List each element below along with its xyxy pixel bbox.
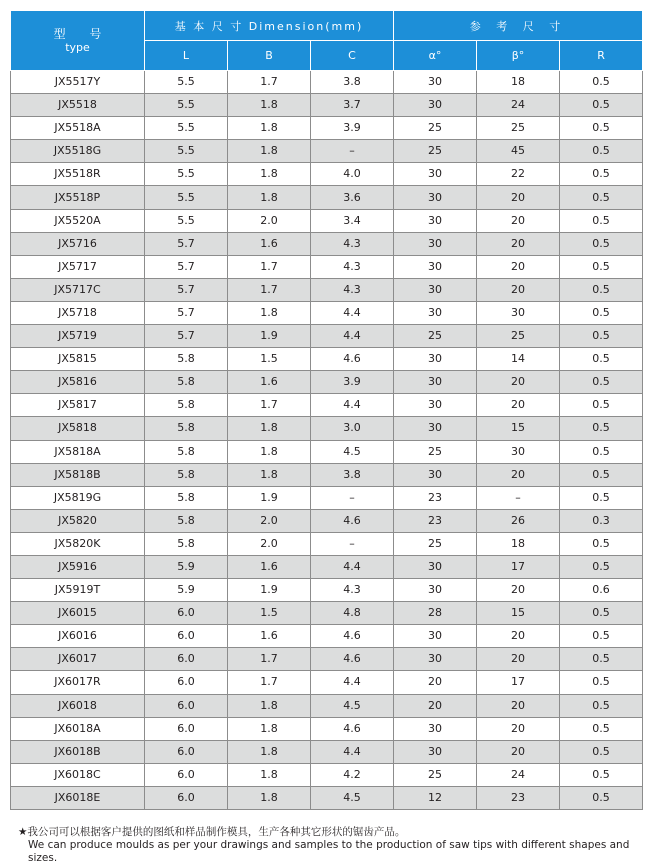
reference-group-header: 参 考 尺 寸: [394, 11, 643, 41]
table-row: [11, 717, 643, 740]
cell-type: JX5518A: [11, 117, 145, 140]
cell-beta: 20: [477, 186, 560, 209]
col-header-alpha: α°: [394, 41, 477, 71]
cell-l: 5.8: [145, 532, 228, 555]
cell-alpha: 30: [394, 94, 477, 117]
cell-alpha: 30: [394, 717, 477, 740]
cell-beta: 20: [477, 278, 560, 301]
table-row: [11, 186, 643, 209]
cell-r: 0.5: [560, 117, 643, 140]
col-header-beta: β°: [477, 41, 560, 71]
col-header-c: C: [311, 41, 394, 71]
spec-table-body: [11, 71, 643, 810]
cell-r: 0.5: [560, 186, 643, 209]
cell-type: JX5916: [11, 555, 145, 578]
spec-table: [10, 10, 643, 810]
cell-r: 0.5: [560, 555, 643, 578]
cell-c: 4.3: [311, 278, 394, 301]
table-row: [11, 786, 643, 809]
cell-beta: 20: [477, 463, 560, 486]
cell-c: 3.0: [311, 417, 394, 440]
cell-c: 3.4: [311, 209, 394, 232]
cell-type: JX6018: [11, 694, 145, 717]
table-row: [11, 694, 643, 717]
cell-r: 0.5: [560, 532, 643, 555]
table-row: [11, 463, 643, 486]
cell-b: 1.6: [228, 371, 311, 394]
cell-l: 5.5: [145, 140, 228, 163]
table-row: [11, 602, 643, 625]
table-row: [11, 625, 643, 648]
cell-r: 0.5: [560, 255, 643, 278]
cell-alpha: 30: [394, 209, 477, 232]
cell-alpha: 30: [394, 555, 477, 578]
cell-l: 6.0: [145, 671, 228, 694]
cell-beta: 25: [477, 117, 560, 140]
cell-b: 1.9: [228, 325, 311, 348]
table-row: [11, 140, 643, 163]
cell-l: 5.5: [145, 117, 228, 140]
cell-c: 4.3: [311, 579, 394, 602]
type-header: [11, 11, 145, 71]
table-row: [11, 94, 643, 117]
cell-beta: 22: [477, 163, 560, 186]
cell-type: JX5518: [11, 94, 145, 117]
cell-l: 5.9: [145, 579, 228, 602]
cell-type: JX5819G: [11, 486, 145, 509]
cell-r: 0.5: [560, 348, 643, 371]
cell-alpha: 30: [394, 740, 477, 763]
table-row: [11, 163, 643, 186]
cell-type: JX5817: [11, 394, 145, 417]
cell-l: 5.8: [145, 371, 228, 394]
cell-l: 6.0: [145, 740, 228, 763]
cell-alpha: 30: [394, 417, 477, 440]
cell-alpha: 30: [394, 232, 477, 255]
cell-type: JX6018A: [11, 717, 145, 740]
cell-c: 4.8: [311, 602, 394, 625]
cell-l: 5.7: [145, 301, 228, 324]
cell-c: 4.4: [311, 555, 394, 578]
cell-b: 1.7: [228, 671, 311, 694]
cell-beta: 20: [477, 625, 560, 648]
cell-type: JX5718: [11, 301, 145, 324]
table-row: [11, 209, 643, 232]
cell-l: 6.0: [145, 602, 228, 625]
cell-c: 4.3: [311, 255, 394, 278]
table-row: [11, 648, 643, 671]
table-row: [11, 371, 643, 394]
cell-c: 4.4: [311, 301, 394, 324]
cell-b: 1.8: [228, 301, 311, 324]
cell-r: 0.6: [560, 579, 643, 602]
cell-c: 3.9: [311, 117, 394, 140]
cell-l: 6.0: [145, 717, 228, 740]
cell-beta: 20: [477, 371, 560, 394]
table-row: [11, 278, 643, 301]
cell-l: 6.0: [145, 786, 228, 809]
cell-l: 5.8: [145, 417, 228, 440]
cell-b: 1.8: [228, 417, 311, 440]
cell-r: 0.5: [560, 278, 643, 301]
cell-beta: 23: [477, 786, 560, 809]
cell-alpha: 20: [394, 694, 477, 717]
table-row: [11, 532, 643, 555]
table-row: [11, 255, 643, 278]
cell-r: 0.5: [560, 94, 643, 117]
cell-beta: 20: [477, 232, 560, 255]
cell-r: 0.5: [560, 140, 643, 163]
cell-b: 1.8: [228, 186, 311, 209]
cell-type: JX6018E: [11, 786, 145, 809]
cell-l: 5.9: [145, 555, 228, 578]
col-header-r: R: [560, 41, 643, 71]
cell-beta: 17: [477, 555, 560, 578]
cell-c: –: [311, 486, 394, 509]
table-row: [11, 740, 643, 763]
cell-r: 0.5: [560, 440, 643, 463]
table-row: [11, 509, 643, 532]
cell-r: 0.5: [560, 325, 643, 348]
cell-r: 0.5: [560, 394, 643, 417]
cell-alpha: 30: [394, 463, 477, 486]
cell-type: JX6015: [11, 602, 145, 625]
cell-c: 4.4: [311, 394, 394, 417]
cell-r: 0.5: [560, 209, 643, 232]
cell-alpha: 30: [394, 648, 477, 671]
cell-alpha: 12: [394, 786, 477, 809]
cell-beta: 20: [477, 255, 560, 278]
cell-b: 1.8: [228, 717, 311, 740]
cell-beta: 15: [477, 602, 560, 625]
cell-r: 0.5: [560, 717, 643, 740]
cell-b: 1.8: [228, 763, 311, 786]
cell-beta: 20: [477, 209, 560, 232]
cell-r: 0.5: [560, 417, 643, 440]
cell-beta: 17: [477, 671, 560, 694]
cell-type: JX5717: [11, 255, 145, 278]
cell-beta: 45: [477, 140, 560, 163]
cell-b: 1.8: [228, 94, 311, 117]
cell-beta: 30: [477, 301, 560, 324]
cell-b: 1.7: [228, 278, 311, 301]
cell-alpha: 30: [394, 394, 477, 417]
cell-beta: 18: [477, 532, 560, 555]
cell-l: 5.7: [145, 232, 228, 255]
cell-beta: 24: [477, 763, 560, 786]
cell-type: JX5818A: [11, 440, 145, 463]
col-header-b: B: [228, 41, 311, 71]
cell-type: JX5820K: [11, 532, 145, 555]
table-row: [11, 440, 643, 463]
cell-type: JX5818B: [11, 463, 145, 486]
cell-r: 0.5: [560, 694, 643, 717]
cell-alpha: 25: [394, 532, 477, 555]
cell-beta: 20: [477, 579, 560, 602]
cell-b: 1.5: [228, 602, 311, 625]
cell-r: 0.5: [560, 648, 643, 671]
cell-c: 4.6: [311, 509, 394, 532]
cell-c: 3.7: [311, 94, 394, 117]
cell-r: 0.5: [560, 625, 643, 648]
cell-type: JX6016: [11, 625, 145, 648]
cell-c: 4.5: [311, 786, 394, 809]
cell-r: 0.5: [560, 740, 643, 763]
cell-l: 5.7: [145, 278, 228, 301]
cell-type: JX5719: [11, 325, 145, 348]
cell-type: JX5717C: [11, 278, 145, 301]
cell-b: 2.0: [228, 509, 311, 532]
cell-beta: –: [477, 486, 560, 509]
cell-c: 4.6: [311, 717, 394, 740]
cell-type: JX5820: [11, 509, 145, 532]
cell-c: 4.4: [311, 740, 394, 763]
cell-l: 5.8: [145, 486, 228, 509]
cell-alpha: 30: [394, 301, 477, 324]
cell-beta: 14: [477, 348, 560, 371]
dimension-group-header: 基 本 尺 寸 Dimension(mm): [145, 11, 394, 41]
cell-c: 4.4: [311, 325, 394, 348]
cell-b: 1.7: [228, 394, 311, 417]
cell-l: 5.7: [145, 255, 228, 278]
cell-b: 1.8: [228, 694, 311, 717]
cell-l: 5.8: [145, 463, 228, 486]
cell-alpha: 25: [394, 140, 477, 163]
cell-alpha: 30: [394, 278, 477, 301]
cell-l: 5.8: [145, 509, 228, 532]
cell-type: JX5518G: [11, 140, 145, 163]
cell-l: 6.0: [145, 648, 228, 671]
cell-alpha: 30: [394, 163, 477, 186]
cell-beta: 20: [477, 394, 560, 417]
cell-alpha: 30: [394, 579, 477, 602]
cell-r: 0.5: [560, 671, 643, 694]
cell-alpha: 25: [394, 440, 477, 463]
cell-r: 0.5: [560, 763, 643, 786]
cell-c: 3.6: [311, 186, 394, 209]
type-header-zh: 型 号: [53, 27, 112, 41]
cell-r: 0.5: [560, 163, 643, 186]
cell-alpha: 20: [394, 671, 477, 694]
cell-l: 5.7: [145, 325, 228, 348]
table-row: [11, 394, 643, 417]
cell-alpha: 25: [394, 325, 477, 348]
cell-alpha: 23: [394, 486, 477, 509]
cell-b: 1.5: [228, 348, 311, 371]
cell-b: 2.0: [228, 209, 311, 232]
cell-type: JX5818: [11, 417, 145, 440]
cell-beta: 20: [477, 648, 560, 671]
cell-b: 1.7: [228, 255, 311, 278]
cell-r: 0.5: [560, 71, 643, 94]
table-row: [11, 763, 643, 786]
cell-r: 0.5: [560, 602, 643, 625]
cell-c: 4.5: [311, 694, 394, 717]
cell-alpha: 30: [394, 186, 477, 209]
cell-b: 1.8: [228, 163, 311, 186]
table-row: [11, 301, 643, 324]
cell-r: 0.5: [560, 786, 643, 809]
cell-b: 1.8: [228, 117, 311, 140]
footnote-zh: ★我公司可以根据客户提供的图纸和样品制作模具，生产各种其它形状的锯齿产品。: [18, 826, 406, 838]
cell-l: 6.0: [145, 625, 228, 648]
table-row: [11, 71, 643, 94]
cell-type: JX6017: [11, 648, 145, 671]
cell-c: 4.6: [311, 348, 394, 371]
cell-beta: 25: [477, 325, 560, 348]
cell-b: 1.6: [228, 625, 311, 648]
cell-alpha: 30: [394, 625, 477, 648]
cell-l: 5.8: [145, 348, 228, 371]
cell-b: 1.8: [228, 440, 311, 463]
cell-c: 4.3: [311, 232, 394, 255]
cell-type: JX5716: [11, 232, 145, 255]
table-row: [11, 417, 643, 440]
cell-type: JX5517Y: [11, 71, 145, 94]
table-row: [11, 579, 643, 602]
col-header-l: L: [145, 41, 228, 71]
cell-alpha: 25: [394, 763, 477, 786]
cell-beta: 20: [477, 740, 560, 763]
table-row: [11, 348, 643, 371]
cell-r: 0.5: [560, 463, 643, 486]
cell-c: –: [311, 140, 394, 163]
cell-beta: 30: [477, 440, 560, 463]
cell-b: 2.0: [228, 532, 311, 555]
cell-l: 6.0: [145, 763, 228, 786]
cell-b: 1.8: [228, 140, 311, 163]
cell-beta: 18: [477, 71, 560, 94]
cell-type: JX5518R: [11, 163, 145, 186]
footnote-en: We can produce moulds as per your drawings and samples to the production of saw tips with different shapes and sizes.: [28, 839, 630, 864]
cell-r: 0.5: [560, 486, 643, 509]
cell-l: 5.5: [145, 186, 228, 209]
cell-b: 1.8: [228, 463, 311, 486]
cell-b: 1.9: [228, 486, 311, 509]
cell-b: 1.8: [228, 740, 311, 763]
table-row: [11, 486, 643, 509]
cell-r: 0.5: [560, 232, 643, 255]
cell-c: 3.8: [311, 463, 394, 486]
cell-c: 4.5: [311, 440, 394, 463]
cell-c: 3.8: [311, 71, 394, 94]
table-row: [11, 555, 643, 578]
cell-type: JX6018B: [11, 740, 145, 763]
cell-alpha: 30: [394, 71, 477, 94]
cell-r: 0.3: [560, 509, 643, 532]
cell-c: 4.2: [311, 763, 394, 786]
cell-l: 5.8: [145, 440, 228, 463]
cell-beta: 20: [477, 694, 560, 717]
cell-c: 4.6: [311, 648, 394, 671]
cell-type: JX6017R: [11, 671, 145, 694]
table-row: [11, 671, 643, 694]
cell-type: JX5815: [11, 348, 145, 371]
cell-type: JX5816: [11, 371, 145, 394]
cell-alpha: 28: [394, 602, 477, 625]
table-row: [11, 117, 643, 140]
cell-b: 1.7: [228, 648, 311, 671]
cell-c: 4.4: [311, 671, 394, 694]
cell-b: 1.6: [228, 232, 311, 255]
cell-l: 6.0: [145, 694, 228, 717]
cell-alpha: 30: [394, 255, 477, 278]
cell-beta: 26: [477, 509, 560, 532]
cell-r: 0.5: [560, 371, 643, 394]
cell-type: JX6018C: [11, 763, 145, 786]
cell-b: 1.6: [228, 555, 311, 578]
cell-beta: 24: [477, 94, 560, 117]
cell-l: 5.8: [145, 394, 228, 417]
cell-b: 1.7: [228, 71, 311, 94]
cell-type: JX5919T: [11, 579, 145, 602]
cell-type: JX5520A: [11, 209, 145, 232]
cell-c: 4.6: [311, 625, 394, 648]
cell-beta: 15: [477, 417, 560, 440]
cell-c: –: [311, 532, 394, 555]
cell-l: 5.5: [145, 163, 228, 186]
cell-beta: 20: [477, 717, 560, 740]
cell-alpha: 30: [394, 371, 477, 394]
cell-c: 4.0: [311, 163, 394, 186]
cell-type: JX5518P: [11, 186, 145, 209]
cell-l: 5.5: [145, 94, 228, 117]
cell-r: 0.5: [560, 301, 643, 324]
cell-alpha: 25: [394, 117, 477, 140]
cell-alpha: 23: [394, 509, 477, 532]
type-header-en: type: [65, 41, 90, 54]
footnote: [18, 826, 643, 865]
cell-c: 3.9: [311, 371, 394, 394]
cell-l: 5.5: [145, 209, 228, 232]
cell-alpha: 30: [394, 348, 477, 371]
cell-b: 1.9: [228, 579, 311, 602]
cell-b: 1.8: [228, 786, 311, 809]
table-row: [11, 232, 643, 255]
table-row: [11, 325, 643, 348]
cell-l: 5.5: [145, 71, 228, 94]
